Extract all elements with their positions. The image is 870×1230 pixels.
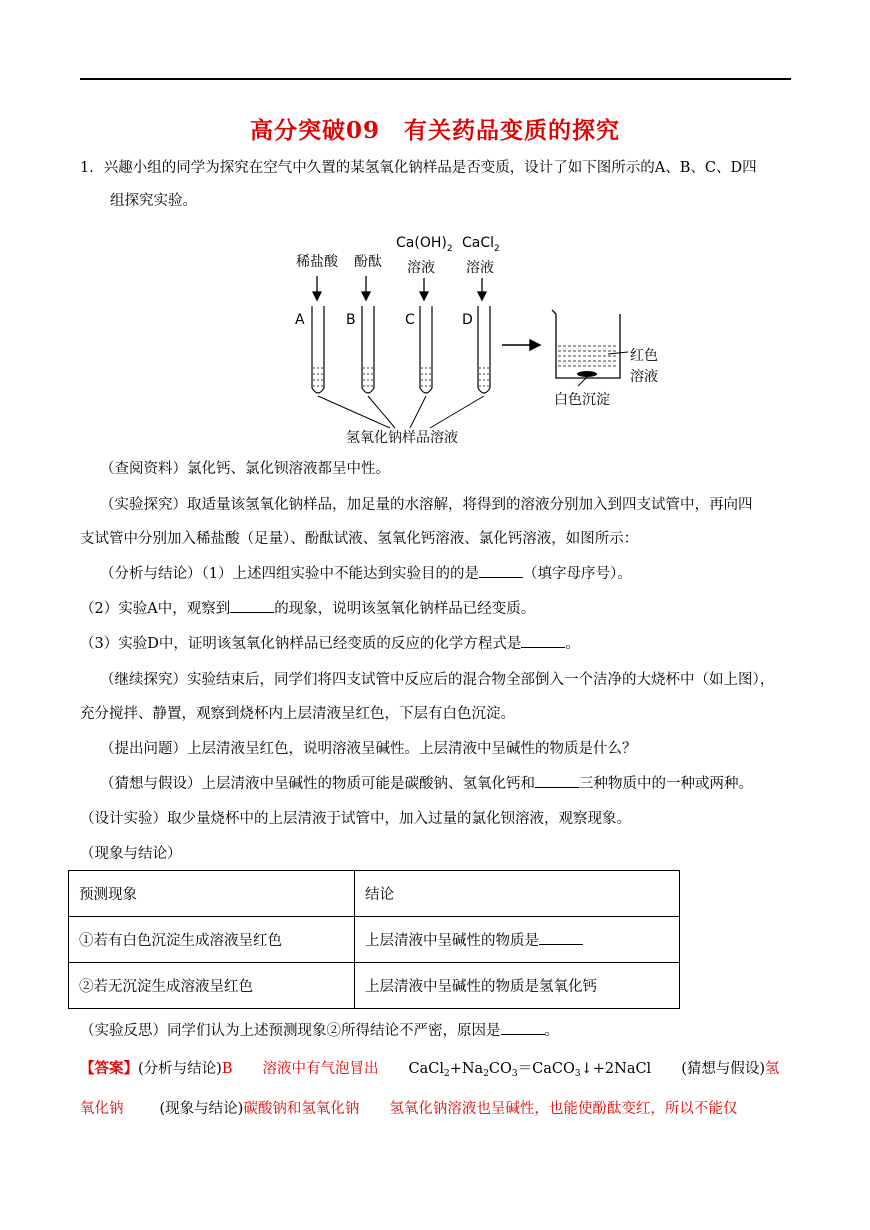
- guess-paragraph: （猜想与假设）上层清液中呈碱性的物质可能是碳酸钠、氢氧化钙和 三种物质中的一种或两种。: [100, 773, 753, 795]
- reagent-c-label: $Ca(OH)_2$: [396, 235, 453, 254]
- answer-tag: 【答案】: [80, 1060, 138, 1077]
- reflection-paragraph: （实验反思）同学们认为上述预测现象②所得结论不严密，原因是 。: [80, 1020, 559, 1042]
- prediction-table: [68, 870, 680, 1009]
- answer-blank: [535, 773, 579, 788]
- answer-blank: [479, 563, 523, 578]
- tube-b-label: B: [346, 312, 356, 328]
- reagent-c-solution-label: 溶液: [407, 260, 435, 276]
- table-header-cell: 预测现象: [69, 871, 355, 917]
- beaker: [552, 310, 628, 386]
- answer-line-2: 氧化钠 (现象与结论)碳酸钠和氢氧化钠 氢氧化钠溶液也呈碱性，也能使酚酞变红，所以不能仅: [80, 1101, 738, 1117]
- answer-blank: [539, 930, 583, 945]
- sample-solution-label: 氢氧化钠样品溶液: [346, 430, 458, 446]
- phenomenon-heading: （现象与结论）: [80, 846, 182, 862]
- explore-paragraph-line-1: （实验探究）取适量该氢氧化钠样品，加足量的水溶解，将得到的溶液分别加入到四支试管中，再向四: [100, 497, 753, 513]
- lookup-paragraph: （查阅资料）氯化钙、氯化钡溶液都呈中性。: [100, 461, 390, 477]
- table-cell: ②若无沉淀生成溶液呈红色: [69, 963, 355, 1009]
- tube-a-label: A: [295, 312, 305, 328]
- answer-blank: [521, 633, 565, 648]
- experiment-diagram: [290, 228, 690, 450]
- header-rule: [80, 78, 791, 80]
- question-paragraph: （提出问题）上层清液呈红色，说明溶液呈碱性。上层清液中呈碱性的物质是什么？: [100, 741, 637, 757]
- sample-pointer-lines: [318, 396, 484, 428]
- table-row: [69, 963, 680, 1009]
- question-1-line-1: 1．兴趣小组的同学为探究在空气中久置的某氢氧化钠样品是否变质，设计了如下图所示的A、B、C、D四: [80, 160, 757, 176]
- table-header-row: [69, 871, 680, 917]
- answer-blank: [501, 1020, 545, 1035]
- answer-line-1: 【答案】(分析与结论)B 溶液中有气泡冒出 $CaCl_2+Na_2CO_3=CaCO_3↓+2NaCl$ (猜想与假设)氢: [80, 1060, 780, 1079]
- analysis-question-1: （分析与结论）（1）上述四组实验中不能达到实验目的的是 （填字母序号）。: [100, 563, 632, 585]
- reagent-d-label: CaCl$_2$: [462, 235, 500, 254]
- answer-blank: [230, 598, 274, 613]
- dropper-arrows: [313, 276, 486, 300]
- reagent-d-solution-label: 溶液: [466, 260, 494, 276]
- reagent-a-label: 稀盐酸: [296, 254, 338, 270]
- tube-d-label: D: [462, 312, 473, 328]
- table-cell: 上层清液中呈碱性的物质是: [355, 917, 680, 963]
- table-cell: 上层清液中呈碱性的物质是氢氧化钙: [355, 963, 680, 1009]
- white-precipitate-label: 白色沉淀: [554, 392, 610, 408]
- page-title: 高分突破09 有关药品变质的探究: [249, 117, 620, 144]
- analysis-question-3: （3）实验D中，证明该氢氧化钠样品已经变质的反应的化学方程式是 。: [80, 633, 580, 655]
- transfer-arrow: [502, 340, 540, 350]
- chemical-equation: $CaCl_2+Na_2CO_3=CaCO_3↓+2NaCl$: [408, 1061, 652, 1079]
- design-paragraph: （设计实验）取少量烧杯中的上层清液于试管中，加入过量的氯化钡溶液，观察现象。: [80, 811, 631, 827]
- continue-paragraph-line-1: （继续探究）实验结束后，同学们将四支试管中反应后的混合物全部倒入一个洁净的大烧杯中（如上图），: [100, 672, 775, 688]
- precipitate-mark: [577, 371, 597, 377]
- table-row: [69, 917, 680, 963]
- tube-c-label: C: [405, 312, 415, 328]
- tube-liquid-lines: [313, 368, 489, 386]
- reagent-b-label: 酚酞: [354, 254, 382, 270]
- explore-paragraph-line-2: 支试管中分别加入稀盐酸（足量）、酚酞试液、氢氧化钙溶液、氯化钙溶液，如图所示：: [80, 531, 639, 547]
- table-cell: ①若有白色沉淀生成溶液呈红色: [69, 917, 355, 963]
- analysis-question-2: （2）实验A中，观察到 的现象，说明该氢氧化钠样品已经变质。: [80, 598, 535, 620]
- table-header-cell: 结论: [355, 871, 680, 917]
- red-solution-label-1: 红色: [630, 348, 658, 364]
- red-solution-label-2: 溶液: [630, 369, 658, 385]
- continue-paragraph-line-2: 充分搅拌、静置，观察到烧杯内上层清液呈红色，下层有白色沉淀。: [80, 706, 515, 722]
- question-1-line-2: 组探究实验。: [110, 193, 197, 209]
